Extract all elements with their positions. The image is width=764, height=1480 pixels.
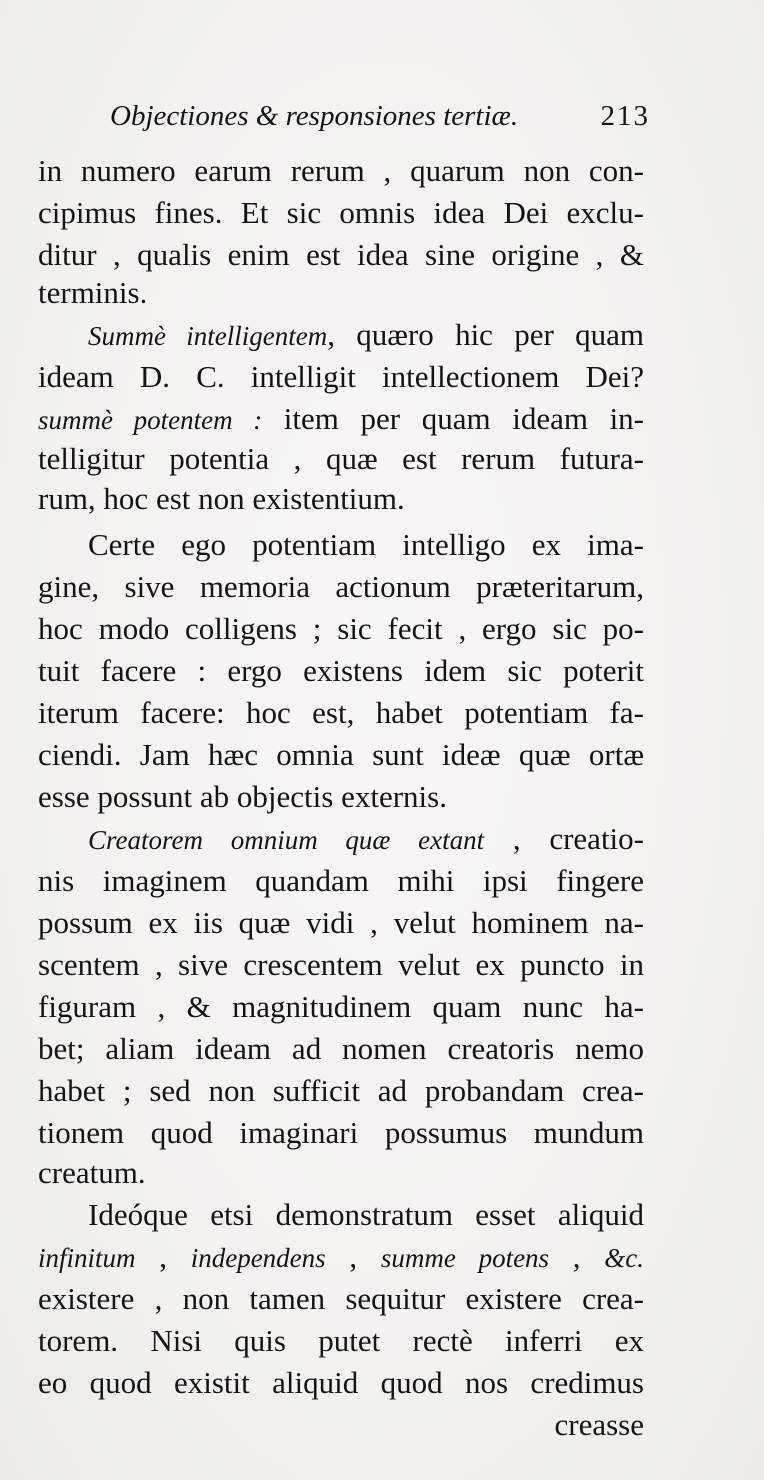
text-line: rum, hoc est non existentium. <box>38 481 405 516</box>
page-number: 213 <box>600 100 650 132</box>
text-line: eo quod existit aliquid quod nos credimus <box>38 1365 644 1400</box>
text-line <box>38 1236 644 1278</box>
text-line: Certe ego potentiam intelligo ex ima- <box>88 527 644 562</box>
text-line: habet ; sed non sufficit ad probandam crea- <box>38 1073 644 1108</box>
text-line: creatum. <box>38 1155 146 1190</box>
text-line: existere , non tamen sequitur existere crea- <box>38 1281 644 1316</box>
page-header <box>110 100 650 140</box>
text-line: hoc modo colligens ; sic fecit , ergo sic po- <box>38 611 644 646</box>
text-line: bet; aliam ideam ad nomen creatoris nemo <box>38 1031 644 1066</box>
text-line: ditur , qualis enim est idea sine origine , & <box>38 237 644 272</box>
text-fragment: , <box>549 1239 605 1274</box>
text-line <box>88 818 644 860</box>
text-line: figuram , & magnitudinem quam nunc ha- <box>38 989 644 1024</box>
italic-phrase: independens <box>190 1243 326 1273</box>
text-fragment: , creatio- <box>484 821 644 856</box>
italic-phrase: summè potentem : <box>38 405 263 435</box>
text-line: nis imaginem quandam mihi ipsi fingere <box>38 863 644 898</box>
italic-phrase: &c. <box>604 1243 644 1273</box>
text-line: ideam D. C. intelligit intellectionem Dei? <box>38 359 644 394</box>
italic-phrase: infinitum <box>38 1243 136 1273</box>
text-line: torem. Nisi quis putet rectè inferri ex <box>38 1323 644 1358</box>
text-line: scentem , sive crescentem velut ex puncto in <box>38 947 644 982</box>
text-line: tionem quod imaginari possumus mundum <box>38 1115 644 1150</box>
text-line: cipimus fines. Et sic omnis idea Dei exclu- <box>38 195 644 230</box>
running-title: Objectiones & responsiones tertiæ. <box>110 100 519 132</box>
text-line: iterum facere: hoc est, habet potentiam fa- <box>38 695 644 730</box>
text-line: telligitur potentia , quæ est rerum futura- <box>38 441 644 476</box>
catchword: creasse <box>554 1407 644 1442</box>
text-fragment: , <box>325 1239 381 1274</box>
text-line: tuit facere : ergo existens idem sic poterit <box>38 653 644 688</box>
text-line: esse possunt ab objectis externis. <box>38 779 447 814</box>
italic-phrase: summe potens <box>380 1243 550 1273</box>
italic-phrase: Summè intelligentem <box>88 321 328 351</box>
text-line: terminis. <box>38 275 148 310</box>
text-fragment: item per quam ideam in- <box>262 401 645 436</box>
text-line <box>88 314 644 356</box>
text-fragment: , <box>135 1239 191 1274</box>
text-fragment: , quæro hic per quam <box>327 317 644 352</box>
text-line: ciendi. Jam hæc omnia sunt ideæ quæ ortæ <box>38 737 644 772</box>
text-line: Ideóque etsi demonstratum esset aliquid <box>88 1197 644 1232</box>
text-line: in numero earum rerum , quarum non con- <box>38 153 644 188</box>
italic-phrase: Creatorem omnium quæ extant <box>88 825 485 855</box>
text-line <box>38 398 644 440</box>
text-line: possum ex iis quæ vidi , velut hominem na- <box>38 905 644 940</box>
text-line: gine, sive memoria actionum præteritarum, <box>38 569 644 604</box>
